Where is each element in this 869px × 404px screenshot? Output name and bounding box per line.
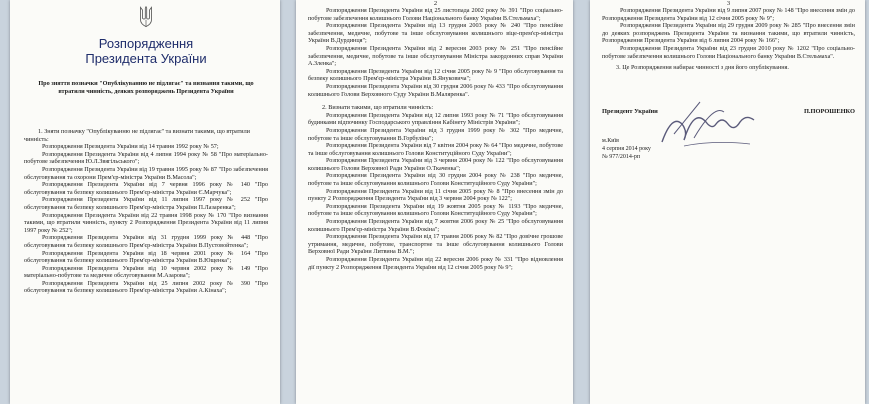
section-1-intro: 1. Зняти позначку "Опублікуванню не підлягає" та визнати такими, що втратили чинність: xyxy=(24,128,250,143)
title-line-2: Президента України xyxy=(85,51,207,66)
list-item: Розпорядження Президента України від 22 травня 1998 року № 170 "Про визнання такими, що втратили чинність, пункту 2 Розпорядження Президента України від 11 липня 1997 року № 252"; xyxy=(24,211,268,234)
section-2-intro: 2. Визнати такими, що втратили чинність: xyxy=(322,104,434,112)
list-item: Розпорядження Президента України від 31 грудня 1999 року № 448 "Про обслуговування та безпеку колишнього Прем'єр-міністра України В.Пустовойтенка"; xyxy=(24,234,268,249)
list-item: Розпорядження Президента України від 19 травня 1995 року № 87 "Про забезпечення обслуговування та охорони Прем'єр-міністра України В.Масола"; xyxy=(24,165,268,181)
trident-emblem-icon xyxy=(139,6,153,28)
list-item: Розпорядження Президента України від 14 травня 1992 року № 57; xyxy=(42,143,219,151)
list-item: Розпорядження Президента України від 30 грудня 2004 року № 238 "Про медичне, побутове та інше обслуговування колишнього Голови Конституційного Суду України"; xyxy=(308,172,563,188)
list-item: Розпорядження Президента України від 29 грудня 2009 року № 285 "Про внесення змін до деяких розпоряджень Президента України та визнання такими, що втратили чинність, Розпорядження Президента України від 6 липня 2004 року № 166"; xyxy=(602,22,855,45)
list-item: Розпорядження Президента України від 4 липня 1994 року № 58 "Про матеріально-побутове забезпечення Ю.Л.Звягільського"; xyxy=(24,150,268,166)
document-page-2 xyxy=(296,0,573,404)
list-item: Розпорядження Президента України від 22 вересня 2006 року № 331 "Про відновлення дії пункту 2 Розпорядження Президента України від 12 січня 2005 року № 9"; xyxy=(308,256,563,271)
page-number: 2 xyxy=(433,0,438,7)
section-2-list-continued xyxy=(602,7,855,60)
section-3-text: 3. Це Розпорядження набирає чинності з дня його опублікування. xyxy=(616,64,789,72)
title-line-1: Розпорядження xyxy=(98,36,194,51)
list-item: Розпорядження Президента України від 25 липня 2002 року № 390 "Про обслуговування та безпеку колишнього Прем'єр-міністра України А.Кінаха"; xyxy=(24,279,268,295)
document-heading: Про зняття позначки "Опублікуванню не підлягає" та визнання такими, що втратили чинність, деяких розпоряджень Президента України xyxy=(38,80,254,95)
list-item: Розпорядження Президента України від 12 липня 1993 року № 71 "Про обслуговування будинками відпочинку Господарського управління Кабінету Міністрів України"; xyxy=(308,111,563,127)
signer-name: П.ПОРОШЕНКО xyxy=(803,107,855,115)
list-item: Розпорядження Президента України від 9 липня 2007 року № 148 "Про внесення змін до Розпорядження Президента України від 12 січня 2005 року № 9"; xyxy=(602,7,855,22)
signature-block xyxy=(602,108,855,115)
section-1-list xyxy=(24,143,268,295)
document-number: № 977/2014-рп xyxy=(602,153,641,160)
list-item: Розпорядження Президента України від 23 грудня 2010 року № 1202 "Про соціально-побутове забезпечення колишнього Голови Національного банку України В.Стельмаха". xyxy=(602,44,855,60)
list-item: Розпорядження Президента України від 7 червня 1996 року № 140 "Про обслуговування та безпеку колишнього Прем'єр-міністра України Є.Марчука"; xyxy=(24,181,268,196)
list-item: Розпорядження Президента України від 12 січня 2005 року № 9 "Про обслуговування та безпеку колишнього Прем'єр-міністра України В.Януковича"; xyxy=(308,67,563,83)
document-page-1 xyxy=(10,0,280,404)
list-item: Розпорядження Президента України від 2 вересня 2003 року № 251 "Про пенсійне забезпечення, медичне, побутове та інше обслуговування Міністра закордонних справ України А.Зленка"; xyxy=(308,44,563,68)
list-item: Розпорядження Президента України від 18 червня 2001 року № 164 "Про обслуговування та безпеку колишнього Прем'єр-міністра України В.Ющенка"; xyxy=(24,249,268,265)
page-number: 3 xyxy=(726,0,731,7)
signer-title: Президент України xyxy=(602,107,658,115)
list-item: Розпорядження Президента України від 11 липня 1997 року № 252 "Про обслуговування та безпеку колишнього Прем'єр-міністра України П.Лазаренка"; xyxy=(24,196,268,211)
list-item: Розпорядження Президента України від 30 грудня 2006 року № 433 "Про обслуговування колишнього Голови Верховного Суду України В.Маляренка". xyxy=(308,82,563,98)
section-1-list-continued xyxy=(308,7,563,98)
list-item: Розпорядження Президента України від 7 квітня 2004 року № 64 "Про медичне, побутове та інше обслуговування колишнього Голови Конституційного Суду України"; xyxy=(308,142,563,157)
place-text: м.Київ xyxy=(602,137,620,144)
list-item: Розпорядження Президента України від 19 жовтня 2005 року № 1193 "Про медичне, побутове та інше обслуговування колишнього Голови Конституційного Суду України"; xyxy=(308,202,563,218)
section-2-list xyxy=(308,112,563,271)
handwritten-signature-icon xyxy=(654,94,764,154)
list-item: Розпорядження Президента України від 10 червня 2002 року № 149 "Про матеріально-побутове та медичне обслуговування М.Азарова"; xyxy=(24,264,268,280)
list-item: Розпорядження Президента України від 11 січня 2005 року № 8 "Про внесення змін до пункту 2 Розпорядження Президента України від 3 червня 2004 року № 122"; xyxy=(308,187,563,203)
document-title xyxy=(24,36,268,66)
date-text: 4 серпня 2014 року xyxy=(602,145,651,152)
list-item: Розпорядження Президента України від 13 грудня 2003 року № 240 "Про пенсійне забезпечення, медичне, побутове та інше обслуговування колишнього віце-прем'єр-міністра України В.Дурдинця"; xyxy=(308,22,563,45)
list-item: Розпорядження Президента України від 17 травня 2006 року № 82 "Про довічне грошове утримання, медичне, побутове, транспортне та інше обслуговування колишнього Голови Верховної Ради України Литвина В.М."; xyxy=(308,233,563,256)
list-item: Розпорядження Президента України від 3 червня 2004 року № 122 "Про обслуговування колишнього Голови Верховної Ради України О.Ткаченка"; xyxy=(308,157,563,172)
document-page-3 xyxy=(590,0,865,404)
list-item: Розпорядження Президента України від 3 грудня 1999 року № 302 "Про медичне, побутове та інше обслуговування В.Горбуліна"; xyxy=(308,126,563,142)
list-item: Розпорядження Президента України від 25 листопада 2002 року № 391 "Про соціально-побутове забезпечення колишнього Голови Національного банку України В.Стельмаха"; xyxy=(308,7,563,22)
list-item: Розпорядження Президента України від 7 жовтня 2006 року № 25 "Про обслуговування колишнього Прем'єр-міністра України В.Фокіна"; xyxy=(308,218,563,233)
